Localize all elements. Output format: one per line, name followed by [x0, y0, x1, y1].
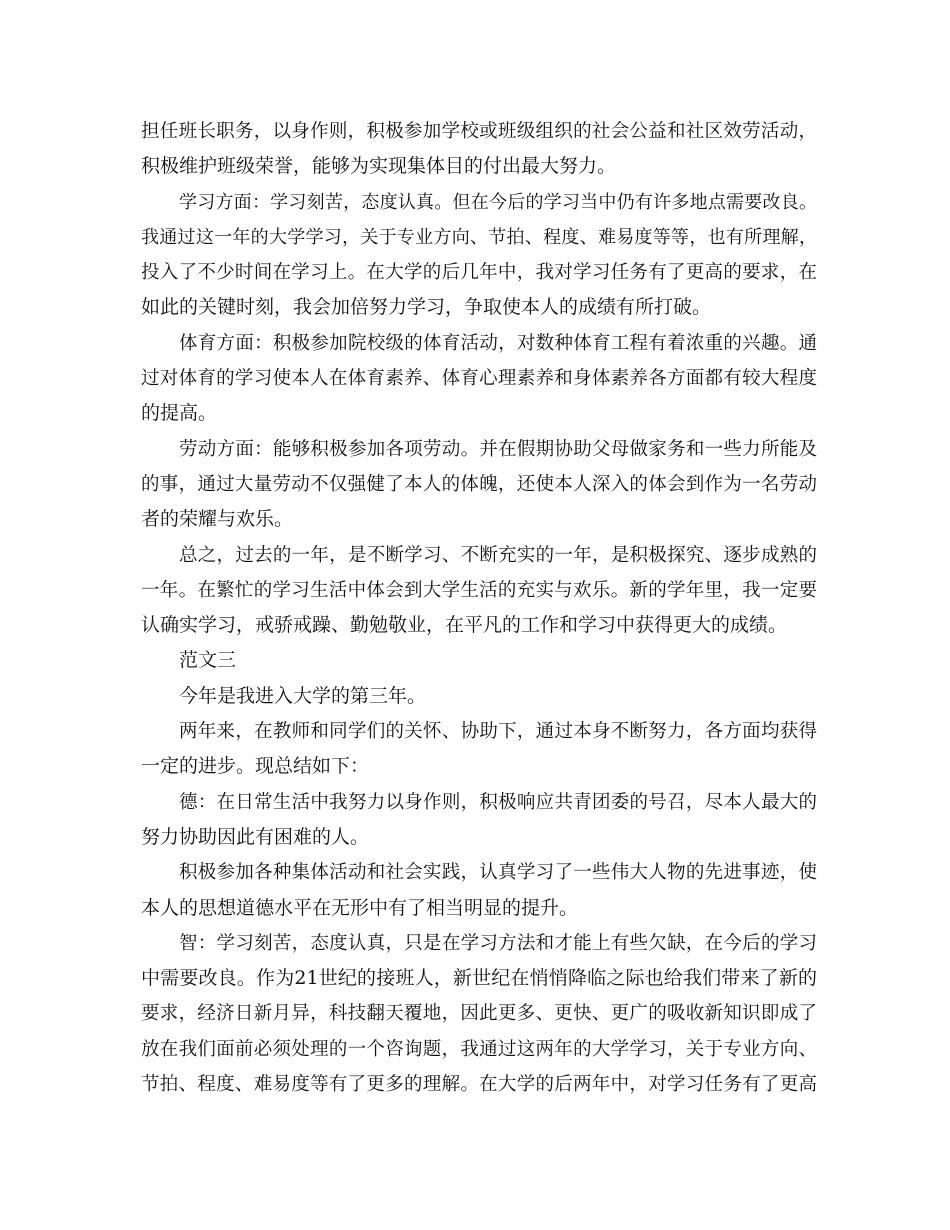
text-line: 者的荣耀与欢乐。	[141, 508, 294, 531]
text-line: 一定的进步。现总结如下：	[141, 755, 370, 778]
text-line: 积极维护班级荣誉，能够为实现集体目的付出最大努力。	[141, 155, 617, 178]
text-line: 一年。在繁忙的学习生活中体会到大学生活的充实与欢乐。新的学年里，我一定要	[141, 579, 817, 601]
text-line: 要求，经济日新月异，科技翻天覆地，因此更多、更快、更广的吸收新知识即成了	[141, 1003, 817, 1025]
text-line: 的事，通过大量劳动不仅强健了本人的体魄，还使本人深入的体会到作为一名劳动	[141, 473, 817, 495]
paragraph-first-line: 体育方面：积极参加院校级的体育活动，对数种体育工程有着浓重的兴趣。通	[179, 332, 817, 354]
text-line: 过对体育的学习使本人在体育素养、体育心理素养和身体素养各方面都有较大程度	[141, 368, 817, 390]
document-body	[141, 114, 817, 1102]
text-line: 节拍、程度、难易度等有了更多的理解。在大学的后两年中，对学习任务有了更高	[141, 1074, 817, 1096]
text-line: 努力协助因此有困难的人。	[141, 825, 370, 848]
text-line: 我通过这一年的大学学习，关于专业方向、节拍、程度、难易度等等，也有所理解，	[141, 226, 817, 248]
paragraph-first-line: 学习方面：学习刻苦，态度认真。但在今后的学习当中仍有许多地点需要改良。	[179, 191, 817, 213]
paragraph-first-line: 德：在日常生活中我努力以身作则，积极响应共青团委的号召，尽本人最大的	[179, 791, 817, 813]
paragraph-first-line: 劳动方面：能够积极参加各项劳动。并在假期协助父母做家务和一些力所能及	[179, 438, 817, 460]
text-line: 担任班长职务，以身作则，积极参加学校或班级组织的社会公益和社区效劳活动，	[141, 121, 817, 142]
text-line: 认确实学习，戒骄戒躁、勤勉敬业，在平凡的工作和学习中获得更大的成绩。	[141, 614, 788, 637]
text-line: 的提高。	[141, 402, 218, 425]
section-heading: 范文三	[179, 649, 237, 672]
paragraph-first-line: 智：学习刻苦，态度认真，只是在学习方法和才能上有些欠缺，在今后的学习	[179, 932, 817, 954]
paragraph-first-line: 两年来，在教师和同学们的关怀、协助下，通过本身不断努力，各方面均获得	[179, 721, 817, 743]
text-line: 本人的思想道德水平在无形中有了相当明显的提升。	[141, 896, 579, 919]
text-line: 放在我们面前必须处理的一个咨询题，我通过这两年的大学学习，关于专业方向、	[141, 1038, 817, 1060]
text-line: 中需要改良。作为21世纪的接班人，新世纪在悄悄降临之际也给我们带来了新的	[141, 967, 817, 990]
paragraph-first-line: 总之，过去的一年，是不断学习、不断充实的一年，是积极探究、逐步成熟的	[179, 544, 817, 566]
paragraph-first-line: 积极参加各种集体活动和社会实践，认真学习了一些伟大人物的先进事迹，使	[179, 862, 817, 884]
text-line: 如此的关键时刻，我会加倍努力学习，争取使本人的成绩有所打破。	[141, 296, 712, 319]
text-line: 投入了不少时间在学习上。在大学的后几年中，我对学习任务有了更高的要求，在	[141, 262, 817, 284]
paragraph-first-line: 今年是我进入大学的第三年。	[179, 684, 427, 707]
